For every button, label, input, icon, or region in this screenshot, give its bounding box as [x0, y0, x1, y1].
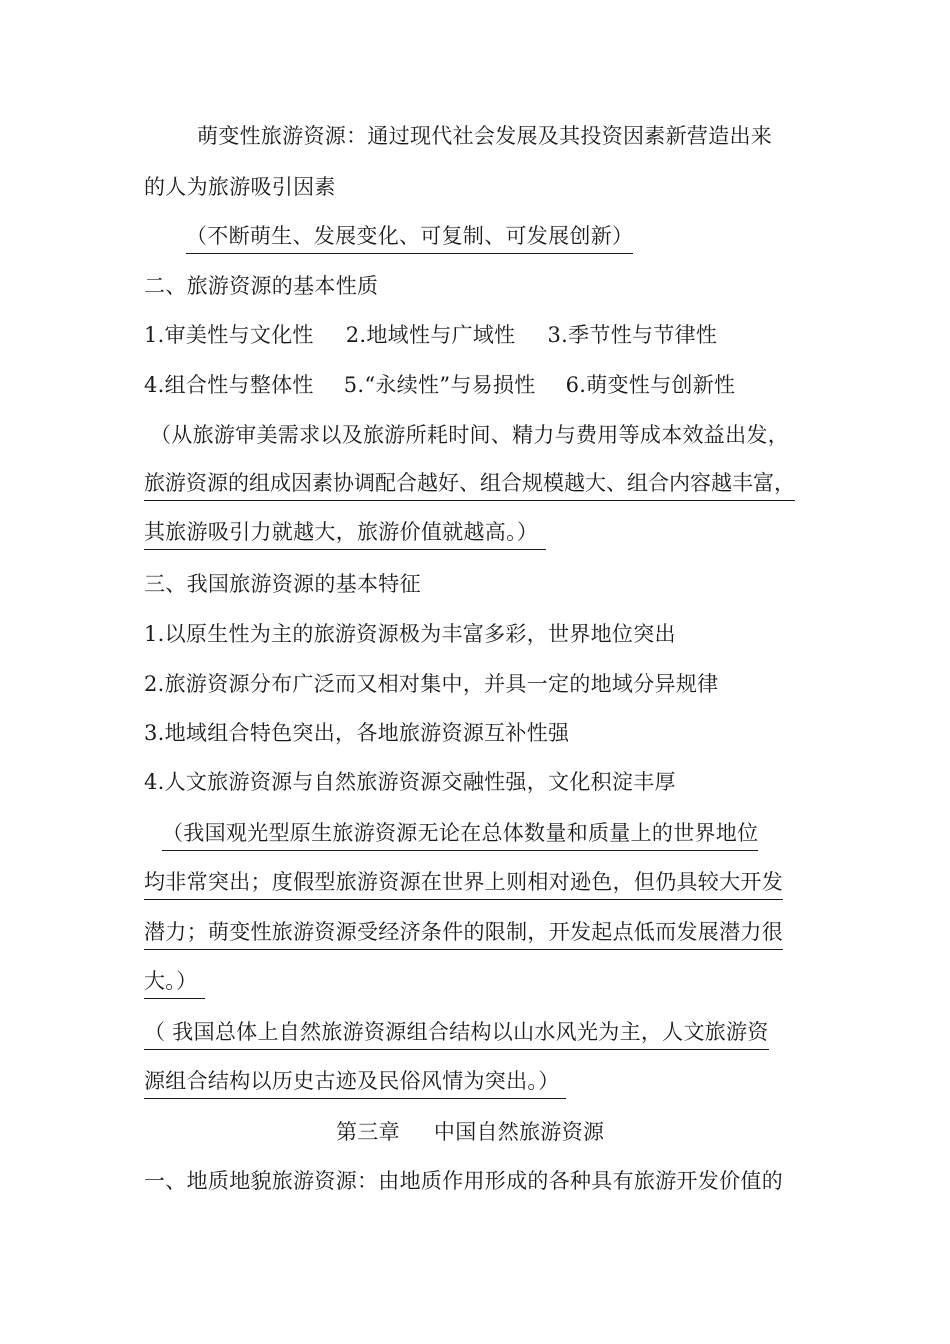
chapter-title [336, 1117, 604, 1147]
text: 的人为旅游吸引因素 [144, 175, 336, 199]
underlined-note [144, 1066, 566, 1099]
underlined-note [144, 468, 795, 501]
text: （我国观光型原生旅游资源无论在总体数量和质量上的世界地位 [162, 818, 758, 851]
paragraph-line [197, 121, 772, 151]
text: 大。） [144, 966, 205, 999]
underlined-note [144, 517, 546, 550]
section-heading [144, 271, 378, 301]
list-item: 5.“永续性”与易损性 [343, 373, 536, 397]
text: 旅游资源的组成因素协调配合越好、组合规模越大、组合内容越丰富， [144, 468, 795, 501]
text: 3.地域组合特色突出，各地旅游资源互补性强 [144, 721, 570, 745]
underlined-note [162, 818, 758, 851]
property-list-row [144, 320, 717, 350]
list-item: 3.季节性与节律性 [547, 323, 718, 347]
text: 萌变性旅游资源：通过现代社会发展及其投资因素新营造出来 [197, 124, 773, 148]
underlined-note [144, 917, 783, 950]
list-item: 4.组合性与整体性 [144, 373, 314, 397]
section-heading [144, 1166, 783, 1196]
underlined-note [144, 867, 783, 900]
text: 三、我国旅游资源的基本特征 [144, 572, 421, 596]
feature-item [144, 767, 676, 797]
section-heading [144, 569, 421, 599]
paragraph-line [150, 420, 789, 450]
text: 二、旅游资源的基本性质 [144, 274, 379, 298]
text: 1.以原生性为主的旅游资源极为丰富多彩，世界地位突出 [144, 622, 676, 646]
property-list-row [144, 370, 735, 400]
underlined-note [144, 966, 205, 999]
text: 均非常突出；度假型旅游资源在世界上则相对逊色，但仍具较大开发 [144, 867, 783, 900]
text: 4.人文旅游资源与自然旅游资源交融性强，文化积淀丰厚 [144, 770, 676, 794]
text: 一、地质地貌旅游资源：由地质作用形成的各种具有旅游开发价值的 [144, 1169, 783, 1193]
chapter-name: 中国自然旅游资源 [433, 1120, 605, 1144]
underlined-note [144, 1017, 769, 1050]
list-item: 6.萌变性与创新性 [565, 373, 736, 397]
list-item: 2.地域性与广域性 [345, 323, 516, 347]
feature-item [144, 669, 718, 699]
text: 源组合结构以历史古迹及民俗风情为突出。） [144, 1066, 566, 1099]
text: 潜力；萌变性旅游资源受经济条件的限制，开发起点低而发展潜力很 [144, 917, 783, 950]
text: （ 我国总体上自然旅游资源组合结构以山水风光为主，人文旅游资 [144, 1017, 769, 1050]
text: （从旅游审美需求以及旅游所耗时间、精力与费用等成本效益出发， [150, 423, 789, 447]
chapter-number: 第三章 [336, 1120, 400, 1144]
text: 2.旅游资源分布广泛而又相对集中，并具一定的地域分异规律 [144, 672, 719, 696]
paragraph-line [144, 172, 336, 202]
feature-item [144, 718, 569, 748]
list-item: 1.审美性与文化性 [144, 323, 314, 347]
text: （不断萌生、发展变化、可复制、可发展创新） [186, 221, 633, 254]
underlined-note [186, 221, 633, 254]
feature-item [144, 619, 676, 649]
text: 其旅游吸引力就越大，旅游价值就越高。） [144, 517, 546, 550]
